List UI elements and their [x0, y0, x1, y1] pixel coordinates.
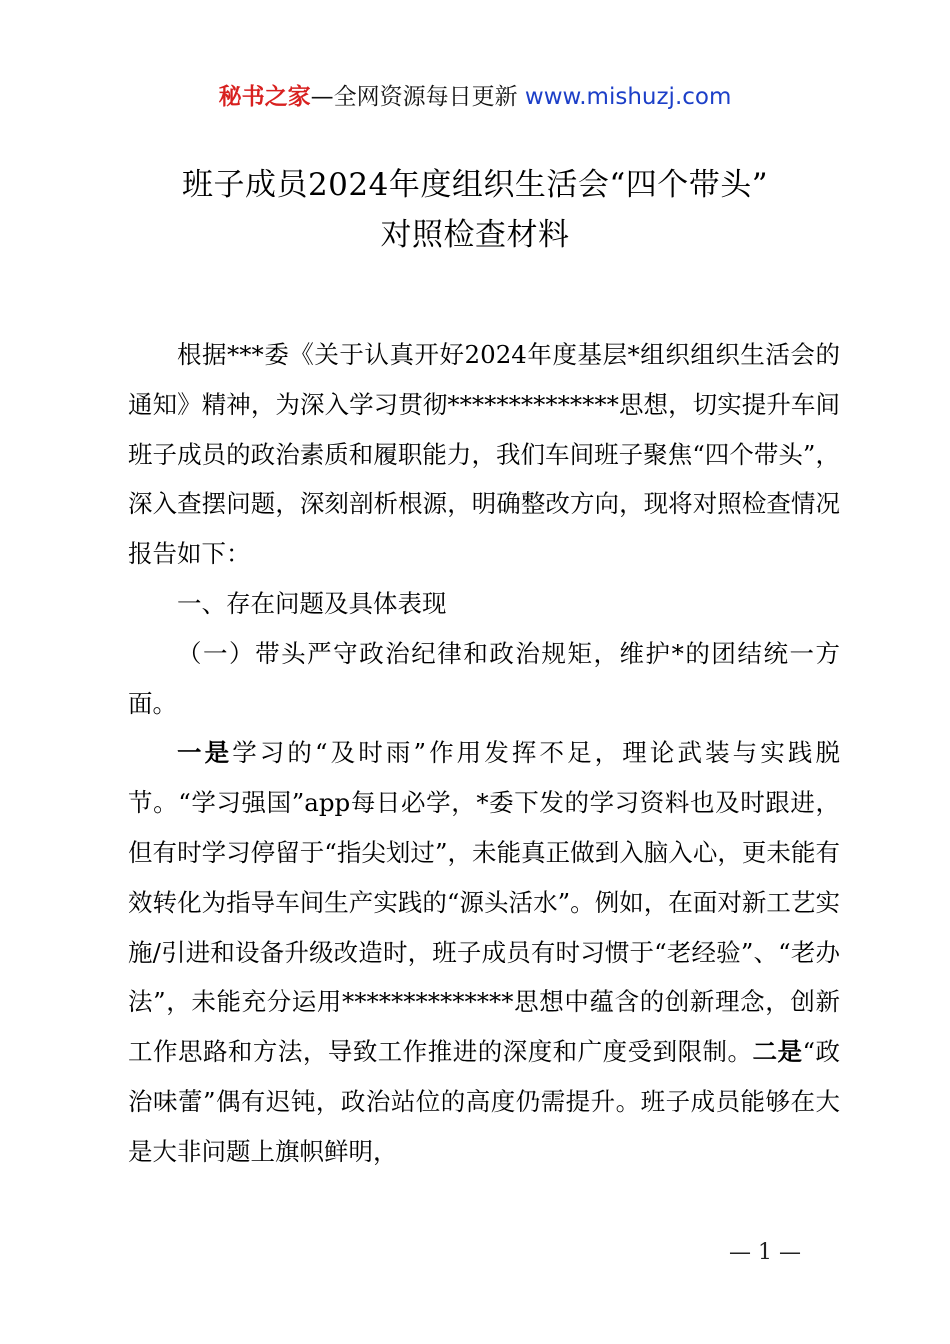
site-header [0, 80, 950, 114]
document-body [128, 330, 840, 1177]
point-1-label: 一是 [177, 738, 233, 768]
intro-paragraph: 根据***委《关于认真开好2024年度基层*组织组织生活会的通知》精神，为深入学习贯彻**************思想，切实提升车间班子成员的政治素质和履职能力，我们车间班子聚焦“四个带头”，深入查摆问题，深刻剖析根源，明确整改方向，现将对照检查情况报告如下： [128, 340, 840, 569]
title-line-2: 对照检查材料 [380, 217, 570, 253]
header-tagline: —全网资源每日更新 [310, 84, 525, 110]
title-line-1: 班子成员2024年度组织生活会“四个带头” [181, 167, 769, 203]
page-number: — 1 — [729, 1240, 801, 1265]
point-paragraph [128, 728, 840, 1176]
brand-name: 秘书之家 [218, 84, 311, 110]
subsection-heading-1: （一）带头严守政治纪律和政治规矩，维护*的团结统一方面。 [128, 638, 840, 718]
point-1-text: 学习的“及时雨”作用发挥不足，理论武装与实践脱节。“学习强国”app每日必学，*委下发的学习资料也及时跟进，但有时学习停留于“指尖划过”，未能真正做到入脑入心，更未能有效转化为指导车间生产实践的“源头活水”。例如，在面对新工艺实施/引进和设备升级改造时，班子成员有时习惯于“老经验”、“老办法”，未能充分运用**************思想中蕴含的创新理念，创新工作思路和方法，导致工作推进的深度和广度受到限制。 [128, 738, 840, 1067]
point-2-label: 二是 [752, 1037, 803, 1067]
point-2-text: “政治味蕾”偶有迟钝，政治站位的高度仍需提升。班子成员能够在大是大非问题上旗帜鲜明， [128, 1037, 841, 1166]
document-title [100, 160, 850, 260]
section-heading-1: 一、存在问题及具体表现 [177, 588, 447, 618]
site-url-link[interactable]: www.mishuzj.com [524, 84, 732, 110]
